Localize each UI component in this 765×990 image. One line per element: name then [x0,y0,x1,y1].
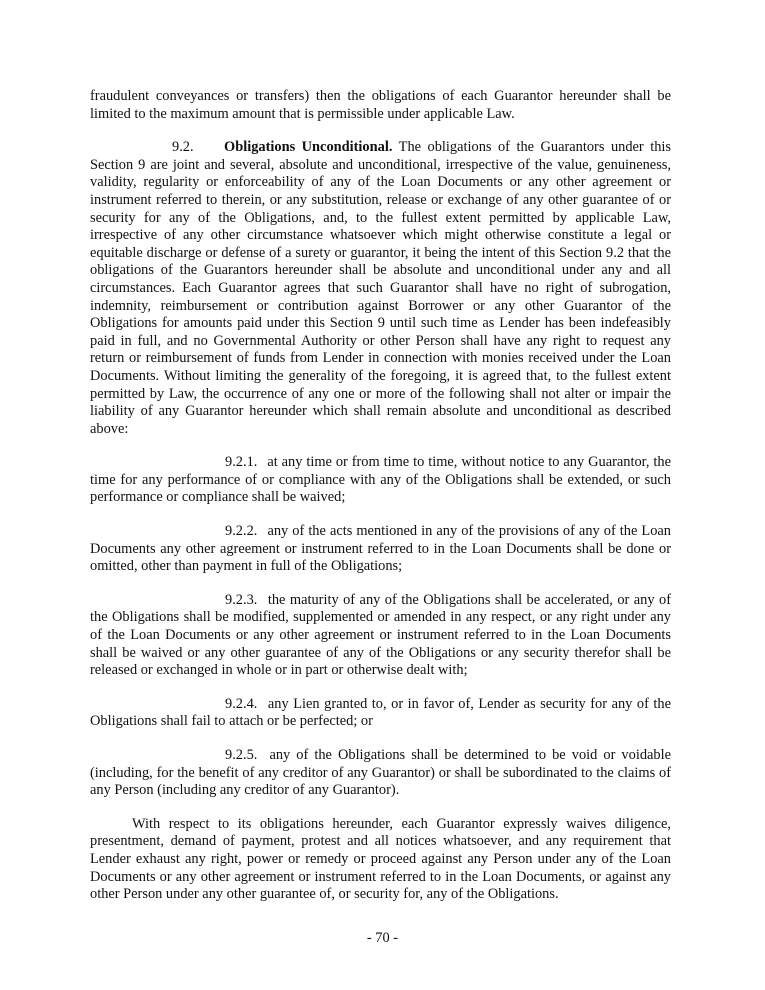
section-heading: Obligations Unconditional. [224,139,393,156]
subsection-9-2-4 [90,696,671,731]
section-body: The obligations of the Guarantors under this Section 9 are joint and several, absolute and unconditional, irrespective of the value, genuineness, validity, regularity or enforceability of any of the Loan Documents or any other agreement or instrument referred to therein, or any substitution, release or exchange of any other guarantee of or security for any of the Obligations, and, to the fullest extent permitted by applicable Law, irrespective of any other circumstance whatsoever which might otherwise constitute a legal or equitable discharge or defense of a surety or guarantor, it being the intent of this Section 9.2 that the obligations of the Guarantors hereunder shall be absolute and unconditional under any and all circumstances. Each Guarantor agrees that such Guarantor shall have no right of subrogation, indemnity, reimbursement or contribution against Borrower or any other Guarantor of the Obligations for amounts paid under this Section 9 until such time as Lender has been indefeasibly paid in full, and no Governmental Authority or other Person shall have any right to request any return or reimbursement of funds from Lender in connection with monies received under the Loan Documents. Without limiting the generality of the foregoing, it is agreed that, to the fullest extent permitted by Law, the occurrence of any one or more of the following shall not alter or impair the liability of any Guarantor hereunder which shall remain absolute and unconditional as described above: [90,139,671,437]
subsection-number: 9.2.5. [225,747,258,763]
intro-paragraph: fraudulent conveyances or transfers) then the obligations of each Guarantor hereunder shall be limited to the maximum amount that is permissible under applicable Law. [90,88,671,122]
page-number: - 70 - [366,930,399,946]
subsection-text: any Lien granted to, or in favor of, Lender as security for any of the Obligations shall fail to attach or be perfected; or [90,695,671,730]
subsection-text: any of the Obligations shall be determined to be void or voidable (including, for the benefit of any creditor of any Guarantor) or shall be subordinated to the claims of any Person (including any creditor of any Guarantor). [90,747,671,799]
subsection-number: 9.2.2. [225,523,258,540]
subsection-text: the maturity of any of the Obligations shall be accelerated, or any of the Obligations shall be modified, supplemented or amended in any respect, or any right under any of the Loan Documents or any other agreement or instrument referred to in the Loan Documents shall be waived or any other guarantee of any of the Obligations or any security therefor shall be released or exchanged in whole or in part or otherwise dealt with; [90,591,671,679]
subsection-text: any of the acts mentioned in any of the provisions of any of the Loan Documents any other agreement or instrument referred to in the Loan Documents shall be done or omitted, other than payment in full of the Obligations; [90,523,671,575]
subsection-9-2-1 [90,454,671,507]
subsection-text: at any time or from time to time, without notice to any Guarantor, the time for any performance of or compliance with any of the Obligations shall be extended, or such performance or compliance shall be waived; [90,454,671,506]
subsection-9-2-3 [90,592,671,680]
section-9-2-paragraph [90,139,671,438]
subsection-number: 9.2.3. [225,591,258,608]
subsection-number: 9.2.4. [225,695,258,712]
subsection-number: 9.2.1. [225,454,258,471]
closing-paragraph: With respect to its obligations hereunder, each Guarantor expressly waives diligence, presentment, demand of payment, protest and all notices whatsoever, and any requirement that Lender exhaust any right, power or remedy or proceed against any Person under any of the Loan Documents or any other agreement or instrument referred to in the Loan Documents, or against any other Person under any other guarantee of, or security for, any of the Obligations. [90,815,671,903]
document-page [90,88,671,920]
section-number: 9.2. [172,139,194,156]
subsection-9-2-5 [90,747,671,800]
subsection-9-2-2 [90,523,671,576]
